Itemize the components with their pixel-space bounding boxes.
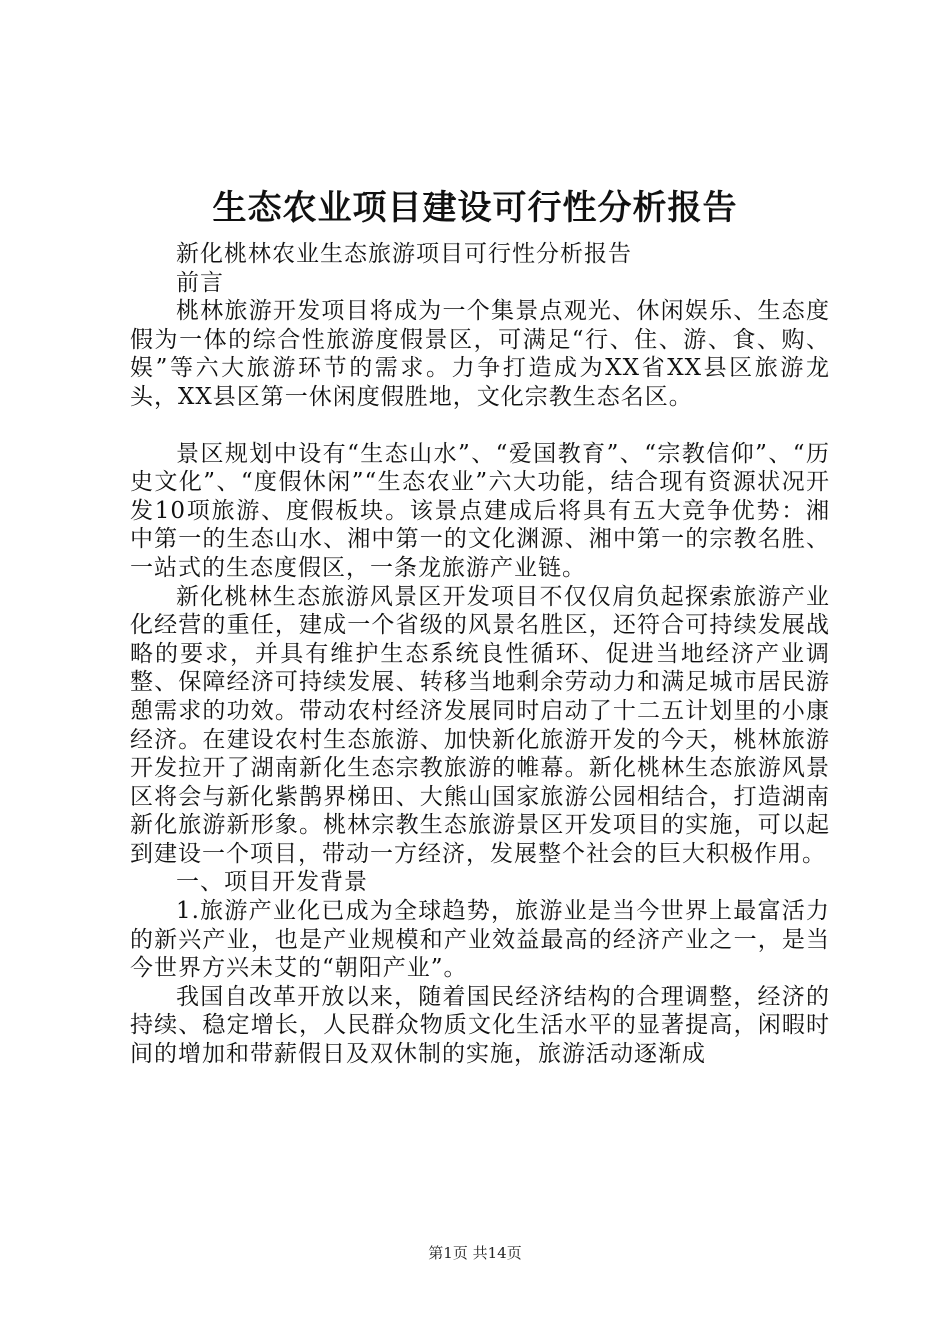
page-number-footer: 第1页 共14页 [428, 1244, 522, 1262]
body-paragraph: 我国自改革开放以来，随着国民经济结构的合理调整，经济的持续、稳定增长，人民群众物质文化生活水平的显著提高，闲暇时间的增加和带薪假日及双休制的实施，旅游活动逐渐成 [130, 983, 830, 1068]
document-body [130, 240, 830, 1069]
preface-heading: 前言 [176, 269, 224, 296]
body-paragraph: 景区规划中设有“生态山水”、“爱国教育”、“宗教信仰”、“历史文化”、“度假休闲”“生态农业”六大功能，结合现有资源状况开发10项旅游、度假板块。该景点建成后将具有五大竞争优势：湘中第一的生态山水、湘中第一的文化渊源、湘中第一的宗教名胜、一站式的生态度假区，一条龙旅游产业链。 [130, 440, 830, 581]
body-paragraph: 新化桃林生态旅游风景区开发项目不仅仅肩负起探索旅游产业化经营的重任，建成一个省级的风景名胜区，还符合可持续发展战略的要求，并具有维护生态系统良性循环、促进当地经济产业调整、保障经济可持续发展、转移当地剩余劳动力和满足城市居民游憩需求的功效。带动农村经济发展同时启动了十二五计划里的小康经济。在建设农村生态旅游、加快新化旅游开发的今天，桃林旅游开发拉开了湖南新化生态宗教旅游的帷幕。新化桃林生态旅游风景区将会与新化紫鹊界梯田、大熊山国家旅游公园相结合，打造湖南新化旅游新形象。桃林宗教生态旅游景区开发项目的实施，可以起到建设一个项目，带动一方经济，发展整个社会的巨大积极作用。 [130, 583, 830, 867]
subtitle-paragraph: 新化桃林农业生态旅游项目可行性分析报告 [176, 241, 632, 267]
section-heading: 一、项目开发背景 [176, 869, 368, 896]
body-paragraph: 1.旅游产业化已成为全球趋势，旅游业是当今世界上最富活力的新兴产业，也是产业规模和产业效益最高的经济产业之一，是当今世界方兴未艾的“朝阳产业”。 [130, 898, 830, 982]
body-paragraph: 桃林旅游开发项目将成为一个集景点观光、休闲娱乐、生态度假为一体的综合性旅游度假景区，可满足“行、住、游、食、购、娱”等六大旅游环节的需求。力争打造成为XX省XX县区旅游龙头，XX县区第一休闲度假胜地，文化宗教生态名区。 [130, 298, 830, 410]
document-title: 生态农业项目建设可行性分析报告 [212, 188, 738, 228]
